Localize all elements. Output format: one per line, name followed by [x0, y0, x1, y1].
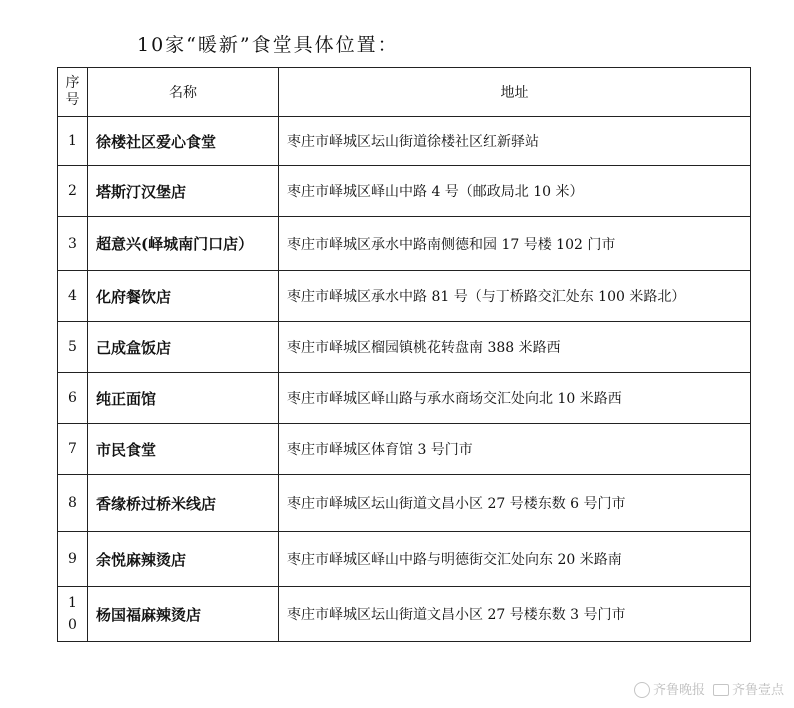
- row-name: 徐楼社区爱心食堂: [88, 117, 279, 166]
- table-row: [58, 217, 751, 271]
- row-index: 4: [58, 271, 88, 322]
- row-index: 9: [58, 532, 88, 587]
- table-row: [58, 117, 751, 166]
- row-index: 3: [58, 217, 88, 271]
- table-row: [58, 532, 751, 587]
- table-row: [58, 587, 751, 642]
- row-index: 6: [58, 373, 88, 424]
- row-address: 枣庄市峄城区坛山街道文昌小区 27 号楼东数 6 号门市: [279, 475, 751, 532]
- row-address: 枣庄市峄城区承水中路南侧德和园 17 号楼 102 门市: [279, 217, 751, 271]
- row-index: 2: [58, 166, 88, 217]
- row-name: 香缘桥过桥米线店: [88, 475, 279, 532]
- row-address: 枣庄市峄城区峄山中路 4 号（邮政局北 10 米）: [279, 166, 751, 217]
- row-address: 枣庄市峄城区峄山中路与明德街交汇处向东 20 米路南: [279, 532, 751, 587]
- row-name: 杨国福麻辣烫店: [88, 587, 279, 642]
- canteen-table: [57, 67, 751, 642]
- header-name: 名称: [88, 68, 279, 117]
- row-address: 枣庄市峄城区峄山路与承水商场交汇处向北 10 米路西: [279, 373, 751, 424]
- watermark-left-text: 齐鲁晚报: [652, 682, 705, 698]
- table-row: [58, 373, 751, 424]
- row-address: 枣庄市峄城区坛山街道文昌小区 27 号楼东数 3 号门市: [279, 587, 751, 642]
- row-name: 余悦麻辣烫店: [88, 532, 279, 587]
- row-name: 纯正面馆: [88, 373, 279, 424]
- row-name: 化府餐饮店: [88, 271, 279, 322]
- row-index: 7: [58, 424, 88, 475]
- watermark-right-text: 齐鲁壹点: [731, 682, 784, 698]
- row-address: 枣庄市峄城区承水中路 81 号（与丁桥路交汇处东 100 米路北）: [279, 271, 751, 322]
- row-name: 超意兴(峄城南门口店）: [88, 217, 279, 271]
- watermark: [634, 679, 784, 699]
- table-row: [58, 271, 751, 322]
- table-header-row: [58, 68, 751, 117]
- row-index: 1: [58, 117, 88, 166]
- row-address: 枣庄市峄城区坛山街道徐楼社区红新驿站: [279, 117, 751, 166]
- row-address: 枣庄市峄城区体育馆 3 号门市: [279, 424, 751, 475]
- document-title: 10家“暖新”食堂具体位置：: [137, 34, 399, 56]
- row-address: 枣庄市峄城区榴园镇桃花转盘南 388 米路西: [279, 322, 751, 373]
- table-row: [58, 424, 751, 475]
- newspaper-logo-icon: [634, 682, 650, 698]
- header-index: 序 号: [58, 68, 88, 117]
- row-name: 己成盒饭店: [88, 322, 279, 373]
- row-name: 市民食堂: [88, 424, 279, 475]
- header-address: 地址: [279, 68, 751, 117]
- table-row: [58, 166, 751, 217]
- row-index: 8: [58, 475, 88, 532]
- row-index: 1 0: [58, 587, 88, 642]
- table-row: [58, 475, 751, 532]
- row-index: 5: [58, 322, 88, 373]
- table-row: [58, 322, 751, 373]
- row-name: 塔斯汀汉堡店: [88, 166, 279, 217]
- app-logo-icon: [713, 684, 729, 696]
